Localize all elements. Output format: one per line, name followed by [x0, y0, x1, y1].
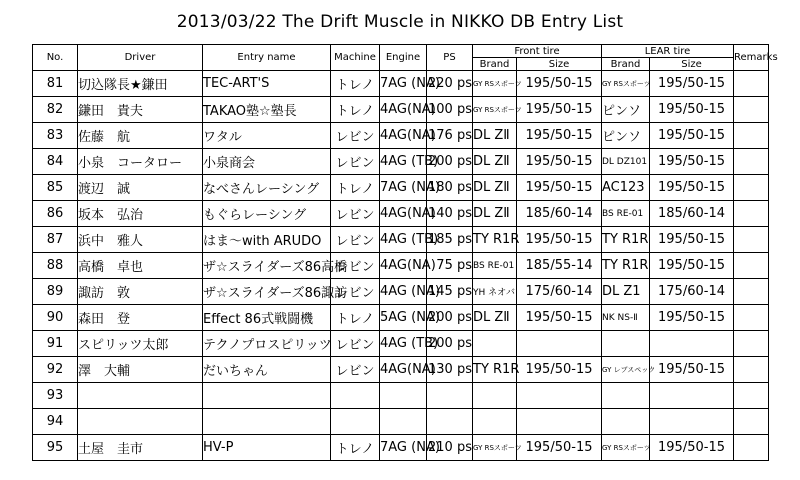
cell-remarks — [734, 201, 769, 227]
cell-front-size — [517, 383, 602, 409]
cell-ps: 210 ps — [427, 435, 473, 461]
cell-entry-name: 小泉商会 — [203, 149, 331, 175]
cell-no: 94 — [33, 409, 78, 435]
cell-engine — [380, 409, 427, 435]
cell-engine: 5AG (NA) — [380, 305, 427, 331]
cell-no: 92 — [33, 357, 78, 383]
cell-engine: 4AG(NA) — [380, 253, 427, 279]
cell-ps — [427, 409, 473, 435]
header-ps: PS — [427, 45, 473, 71]
cell-driver: 澤 大輔 — [78, 357, 203, 383]
cell-ps: 180 ps — [427, 175, 473, 201]
cell-ps: 185 ps — [427, 227, 473, 253]
cell-entry-name: ワタル — [203, 123, 331, 149]
cell-driver: 佐藤 航 — [78, 123, 203, 149]
cell-entry-name: ザ☆スライダーズ86諏訪 — [203, 279, 331, 305]
cell-front-size: 195/50-15 — [517, 149, 602, 175]
header-rear-tire: LEAR tire — [602, 45, 734, 58]
cell-remarks — [734, 97, 769, 123]
table-row — [33, 279, 769, 305]
cell-front-brand: DL ZⅡ — [473, 305, 517, 331]
cell-driver: 坂本 弘治 — [78, 201, 203, 227]
cell-ps — [427, 383, 473, 409]
cell-engine: 4AG (TB) — [380, 331, 427, 357]
cell-driver: 諏訪 敦 — [78, 279, 203, 305]
cell-entry-name — [203, 409, 331, 435]
cell-no: 83 — [33, 123, 78, 149]
cell-rear-brand: GY RSスポーツ — [602, 435, 650, 461]
cell-machine: トレノ — [331, 97, 380, 123]
cell-rear-size: 195/50-15 — [650, 305, 734, 331]
cell-entry-name: もぐらレーシング — [203, 201, 331, 227]
cell-front-brand: GY RSスポーツ — [473, 97, 517, 123]
cell-rear-size: 195/50-15 — [650, 357, 734, 383]
cell-front-brand: BS RE-01 — [473, 253, 517, 279]
cell-front-size: 195/50-15 — [517, 97, 602, 123]
cell-rear-size: 195/50-15 — [650, 227, 734, 253]
cell-machine: レビン — [331, 123, 380, 149]
cell-driver: 渡辺 誠 — [78, 175, 203, 201]
cell-rear-brand: AC123 — [602, 175, 650, 201]
cell-engine: 7AG (NA) — [380, 175, 427, 201]
cell-rear-size: 195/50-15 — [650, 435, 734, 461]
cell-front-size: 195/50-15 — [517, 227, 602, 253]
cell-ps: 145 ps — [427, 279, 473, 305]
cell-entry-name: Effect 86式戦闘機 — [203, 305, 331, 331]
page-title: 2013/03/22 The Drift Muscle in NIKKO DB Entry List — [176, 12, 624, 32]
cell-no: 95 — [33, 435, 78, 461]
cell-rear-brand: GY RSスポーツ — [602, 71, 650, 97]
table-row — [33, 331, 769, 357]
cell-front-size: 185/60-14 — [517, 201, 602, 227]
cell-no: 89 — [33, 279, 78, 305]
cell-rear-brand: BS RE-01 — [602, 201, 650, 227]
cell-front-brand: DL ZⅡ — [473, 201, 517, 227]
header-machine: Machine — [331, 45, 380, 71]
cell-rear-brand: ピンソ — [602, 97, 650, 123]
cell-ps: 200 ps — [427, 149, 473, 175]
cell-entry-name: テクノプロスピリッツ — [203, 331, 331, 357]
header-front-tire: Front tire — [473, 45, 602, 58]
cell-engine — [380, 383, 427, 409]
cell-driver: 切込隊長★鎌田 — [78, 71, 203, 97]
cell-ps: 100 ps — [427, 97, 473, 123]
cell-ps: 140 ps — [427, 201, 473, 227]
cell-machine: トレノ — [331, 175, 380, 201]
table-row — [33, 253, 769, 279]
cell-driver: 森田 登 — [78, 305, 203, 331]
cell-rear-size — [650, 331, 734, 357]
cell-ps: 220 ps — [427, 71, 473, 97]
cell-rear-brand — [602, 383, 650, 409]
header-driver: Driver — [78, 45, 203, 71]
cell-rear-size: 195/50-15 — [650, 97, 734, 123]
cell-front-brand — [473, 331, 517, 357]
cell-no: 85 — [33, 175, 78, 201]
cell-front-brand — [473, 383, 517, 409]
cell-rear-brand: DL Z1 — [602, 279, 650, 305]
cell-remarks — [734, 175, 769, 201]
cell-engine: 4AG(NA) — [380, 357, 427, 383]
cell-remarks — [734, 305, 769, 331]
cell-rear-size: 195/50-15 — [650, 175, 734, 201]
cell-driver: 高橋 卓也 — [78, 253, 203, 279]
cell-front-size — [517, 331, 602, 357]
table-row — [33, 305, 769, 331]
cell-remarks — [734, 409, 769, 435]
cell-entry-name: はま～with ARUDO — [203, 227, 331, 253]
cell-ps: 130 ps — [427, 357, 473, 383]
cell-front-brand: GY RSスポーツ — [473, 435, 517, 461]
cell-machine: トレノ — [331, 71, 380, 97]
cell-rear-size: 195/50-15 — [650, 253, 734, 279]
cell-rear-size — [650, 383, 734, 409]
cell-rear-size — [650, 409, 734, 435]
cell-machine: レビン — [331, 357, 380, 383]
cell-no: 82 — [33, 97, 78, 123]
cell-no: 91 — [33, 331, 78, 357]
cell-front-size: 195/50-15 — [517, 305, 602, 331]
header-rear-brand: Brand — [602, 58, 650, 71]
cell-engine: 4AG (TB) — [380, 227, 427, 253]
cell-engine: 7AG (NA) — [380, 71, 427, 97]
cell-front-brand: GY RSスポーツ — [473, 71, 517, 97]
cell-rear-size: 195/50-15 — [650, 123, 734, 149]
table-row — [33, 409, 769, 435]
cell-ps: 75 ps — [427, 253, 473, 279]
header-engine: Engine — [380, 45, 427, 71]
cell-ps: 176 ps — [427, 123, 473, 149]
cell-entry-name: だいちゃん — [203, 357, 331, 383]
table-row — [33, 97, 769, 123]
cell-machine: トレノ — [331, 305, 380, 331]
cell-driver — [78, 409, 203, 435]
cell-front-brand — [473, 409, 517, 435]
cell-remarks — [734, 71, 769, 97]
cell-front-size — [517, 409, 602, 435]
cell-remarks — [734, 331, 769, 357]
cell-machine: レビン — [331, 331, 380, 357]
cell-rear-brand: TY R1R — [602, 253, 650, 279]
cell-machine — [331, 409, 380, 435]
cell-front-size: 195/50-15 — [517, 435, 602, 461]
cell-front-brand: DL ZⅡ — [473, 123, 517, 149]
cell-rear-size: 185/60-14 — [650, 201, 734, 227]
table-row — [33, 149, 769, 175]
entry-list-table — [32, 44, 778, 461]
cell-ps: 200 ps — [427, 331, 473, 357]
header-front-brand: Brand — [473, 58, 517, 71]
cell-entry-name: TEC-ART'S — [203, 71, 331, 97]
cell-rear-brand: ピンソ — [602, 123, 650, 149]
table-row — [33, 71, 769, 97]
table-row — [33, 435, 769, 461]
cell-machine: レビン — [331, 201, 380, 227]
header-rear-size: Size — [650, 58, 734, 71]
header-remarks: Remarks — [734, 45, 769, 71]
header-entry-name: Entry name — [203, 45, 331, 71]
cell-remarks — [734, 435, 769, 461]
cell-front-size: 175/60-14 — [517, 279, 602, 305]
cell-machine: レビン — [331, 227, 380, 253]
cell-engine: 4AG (TB) — [380, 149, 427, 175]
cell-engine: 4AG (NA) — [380, 279, 427, 305]
cell-remarks — [734, 123, 769, 149]
cell-remarks — [734, 253, 769, 279]
cell-machine: トレノ — [331, 435, 380, 461]
cell-rear-size: 195/50-15 — [650, 149, 734, 175]
cell-driver: スピリッツ太郎 — [78, 331, 203, 357]
cell-no: 93 — [33, 383, 78, 409]
cell-rear-brand — [602, 409, 650, 435]
cell-front-size: 195/50-15 — [517, 357, 602, 383]
cell-driver: 土屋 圭市 — [78, 435, 203, 461]
cell-no: 84 — [33, 149, 78, 175]
cell-remarks — [734, 383, 769, 409]
cell-driver — [78, 383, 203, 409]
cell-front-brand: DL ZⅡ — [473, 149, 517, 175]
cell-no: 90 — [33, 305, 78, 331]
header-no: No. — [33, 45, 78, 71]
cell-rear-size: 175/60-14 — [650, 279, 734, 305]
cell-rear-brand: DL DZ101 — [602, 149, 650, 175]
cell-rear-brand — [602, 331, 650, 357]
table-row — [33, 123, 769, 149]
table-row — [33, 201, 769, 227]
header-front-size: Size — [517, 58, 602, 71]
cell-no: 81 — [33, 71, 78, 97]
cell-entry-name — [203, 383, 331, 409]
cell-entry-name: TAKAO塾☆塾長 — [203, 97, 331, 123]
cell-front-brand: TY R1R — [473, 357, 517, 383]
cell-front-brand: YH ネオバ — [473, 279, 517, 305]
cell-front-brand: TY R1R — [473, 227, 517, 253]
cell-rear-brand: TY R1R — [602, 227, 650, 253]
cell-no: 87 — [33, 227, 78, 253]
cell-front-size: 195/50-15 — [517, 123, 602, 149]
cell-engine: 4AG(NA) — [380, 123, 427, 149]
cell-machine: レビン — [331, 253, 380, 279]
cell-engine: 4AG(NA) — [380, 97, 427, 123]
cell-front-size: 195/50-15 — [517, 175, 602, 201]
cell-remarks — [734, 149, 769, 175]
cell-rear-brand: NK NS-Ⅱ — [602, 305, 650, 331]
cell-remarks — [734, 227, 769, 253]
table-row — [33, 175, 769, 201]
cell-machine: レビン — [331, 149, 380, 175]
cell-entry-name: HV-P — [203, 435, 331, 461]
cell-entry-name: ザ☆スライダーズ86高橋 — [203, 253, 331, 279]
cell-driver: 浜中 雅人 — [78, 227, 203, 253]
table-row — [33, 383, 769, 409]
table-row — [33, 227, 769, 253]
cell-driver: 鎌田 貴夫 — [78, 97, 203, 123]
cell-rear-brand: GY レブスペック — [602, 357, 650, 383]
cell-machine: レビン — [331, 279, 380, 305]
cell-no: 88 — [33, 253, 78, 279]
cell-front-brand: DL ZⅡ — [473, 175, 517, 201]
cell-remarks — [734, 279, 769, 305]
cell-remarks — [734, 357, 769, 383]
cell-ps: 200 ps — [427, 305, 473, 331]
cell-front-size: 195/50-15 — [517, 71, 602, 97]
table-row — [33, 357, 769, 383]
cell-front-size: 185/55-14 — [517, 253, 602, 279]
cell-rear-size: 195/50-15 — [650, 71, 734, 97]
cell-entry-name: なべさんレーシング — [203, 175, 331, 201]
cell-driver: 小泉 コータロー — [78, 149, 203, 175]
cell-machine — [331, 383, 380, 409]
cell-engine: 4AG(NA) — [380, 201, 427, 227]
cell-no: 86 — [33, 201, 78, 227]
cell-engine: 7AG (NA) — [380, 435, 427, 461]
